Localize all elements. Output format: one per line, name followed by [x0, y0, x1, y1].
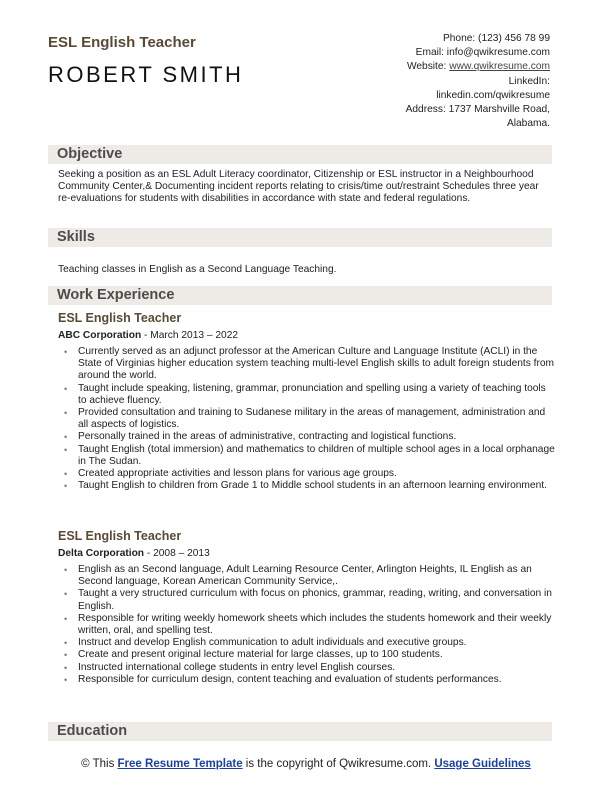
- section-header-objective: [48, 145, 552, 164]
- job-bullets: [58, 346, 556, 492]
- contact-website: [310, 60, 550, 74]
- section-header-work: [48, 286, 552, 305]
- list-item: • English as an Second language, Adult Learning Resource Center, Arlington Heights, IL English as an Second language, Korean American Community Service,.: [58, 564, 556, 588]
- section-header-skills: [48, 228, 552, 247]
- company-name: Delta Corporation: [58, 548, 145, 559]
- job-title: ESL English Teacher: [58, 529, 182, 543]
- footer-copyright: [80, 757, 532, 771]
- section-title-work: Work Experience: [57, 287, 175, 303]
- list-item: • Responsible for curriculum design, content teaching and evaluation of students performances.: [58, 674, 556, 686]
- job-company-line: [58, 548, 210, 559]
- list-item: • Created appropriate activities and lesson plans for various age groups.: [58, 468, 556, 480]
- list-item: • Instructed international college students in entry level English courses.: [58, 662, 556, 674]
- contact-address-line1: Address: 1737 Marshville Road,: [405, 104, 550, 116]
- list-item: • Personally trained in the areas of administrative, contracting and logistical functions.: [58, 431, 556, 443]
- list-item: • Taught include speaking, listening, grammar, pronunciation and spelling using a variety of teaching tools to achieve fluency.: [58, 383, 556, 407]
- contact-linkedin-value: linkedin.com/qwikresume: [436, 89, 550, 101]
- section-title-skills: Skills: [57, 229, 95, 245]
- list-item: • Instruct and develop English communication to adult individuals and executive groups.: [58, 637, 556, 649]
- contact-block: [310, 32, 550, 131]
- job-dates: - 2008 – 2013: [144, 548, 210, 559]
- job-company-line: [58, 330, 238, 341]
- contact-address-line2: Alabama.: [506, 118, 550, 130]
- section-title-education: Education: [57, 723, 128, 739]
- resume-job-title: ESL English Teacher: [48, 34, 196, 51]
- company-name: ABC Corporation: [58, 330, 142, 341]
- list-item: • Currently served as an adjunct professor at the American Culture and Language Institute (ACLI) in the State of Virginias higher education system teaching multi-level English skills to adult foreign students from around the world.: [58, 346, 556, 383]
- list-item: • Responsible for writing weekly homework sheets which includes the students homework and their weekly written, oral, and spelling test.: [58, 613, 556, 637]
- list-item: • Taught English (total immersion) and mathematics to children of multiple school ages in a local orphanage in The Sudan.: [58, 444, 556, 468]
- footer-middle: is the copyright of Qwikresume.com.: [242, 758, 435, 770]
- website-link[interactable]: www.qwikresume.com: [449, 61, 550, 73]
- section-header-education: [48, 722, 552, 741]
- job-dates: - March 2013 – 2022: [141, 330, 239, 341]
- job-bullets: [58, 564, 556, 686]
- website-label: Website:: [406, 61, 447, 73]
- list-item: • Taught a very structured curriculum with focus on phonics, grammar, reading, writing, and conversation in English.: [58, 588, 556, 612]
- objective-text: Seeking a position as an ESL Adult Literacy coordinator, Citizenship or ESL instructor in a Neighbourhood Community Center,& Documenting incident reports relating to crisis/time out/restraint Schedules three year re-evaluations for students with disabilities in accordance with state and federal regulations.: [58, 169, 539, 204]
- footer-prefix: © This: [81, 758, 118, 770]
- contact-email: Email: info@qwikresume.com: [415, 47, 550, 59]
- section-title-objective: Objective: [57, 146, 123, 162]
- free-resume-template-link[interactable]: Free Resume Template: [117, 758, 243, 770]
- list-item: • Create and present original lecture material for large classes, up to 100 students.: [58, 649, 556, 661]
- job-title: ESL English Teacher: [58, 311, 182, 325]
- usage-guidelines-link[interactable]: Usage Guidelines: [434, 758, 531, 770]
- contact-phone: Phone: (123) 456 78 99: [442, 33, 550, 44]
- contact-linkedin-label: LinkedIn:: [508, 75, 550, 87]
- list-item: • Provided consultation and training to Sudanese military in the areas of management, administration and all aspects of logistics.: [58, 407, 556, 431]
- list-item: • Taught English to children from Grade 1 to Middle school students in an afternoon learning environment.: [58, 480, 556, 492]
- candidate-name: ROBERT SMITH: [48, 62, 244, 87]
- skills-text: Teaching classes in English as a Second Language Teaching.: [58, 264, 337, 275]
